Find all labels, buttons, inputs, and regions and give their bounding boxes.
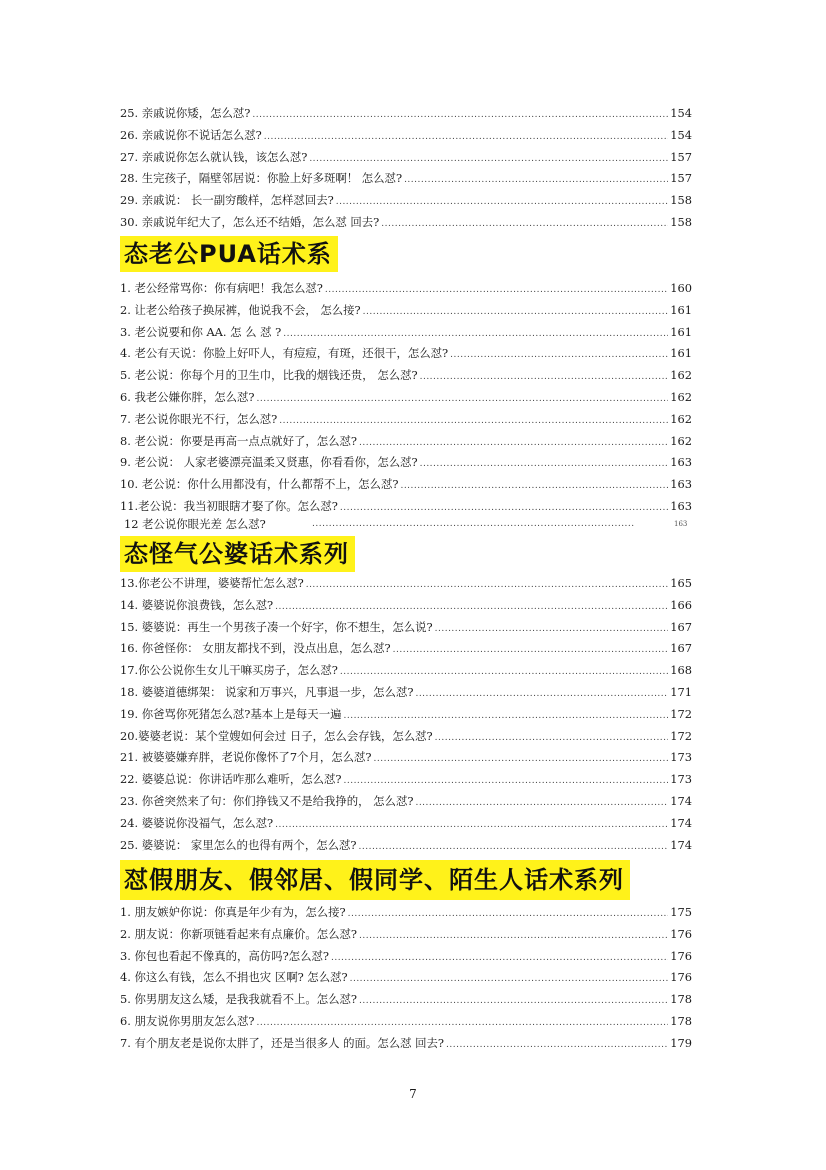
toc-entry[interactable]: [120, 452, 692, 474]
toc-leader-dots: [450, 345, 668, 367]
toc-leader-dots: [336, 192, 669, 214]
toc-entry-text: 4. 老公有天说：你脸上好吓人，有痘痘，有斑，还很干，怎么怼?: [120, 346, 449, 361]
toc-entry-page: 161: [670, 324, 692, 339]
toc-leader-dots: [404, 170, 668, 192]
toc-entry-page: 158: [670, 193, 692, 208]
toc-entry[interactable]: [120, 924, 692, 946]
toc-entry-page: 154: [670, 127, 692, 142]
toc-entry-text: 21. 被婆婆嫌弃胖，老说你像怀了7个月，怎么怼?: [120, 750, 372, 765]
toc-entry-page: 179: [670, 1035, 692, 1050]
toc-entry[interactable]: [120, 617, 692, 639]
toc-entry[interactable]: [120, 190, 692, 212]
toc-entry[interactable]: [120, 474, 692, 496]
toc-leader-dots: [446, 1035, 668, 1057]
toc-leader-dots: [359, 433, 668, 455]
toc-entry-page: 167: [670, 641, 692, 656]
toc-entry-text: 2. 朋友说：你新项链看起来有点廉价。怎么怼?: [120, 926, 358, 941]
toc-entry-page: 165: [670, 576, 692, 590]
toc-entry[interactable]: [120, 638, 692, 660]
toc-entry-page: 174: [670, 793, 692, 808]
toc-leader-dots: [343, 706, 668, 728]
toc-entry-text: 22. 婆婆总说：你讲话咋那么难听，怎么怼?: [120, 772, 342, 787]
toc-entry[interactable]: [120, 278, 692, 300]
toc-entry-text: 3. 你包也看起不像真的，高仿吗?怎么怼?: [120, 948, 329, 963]
toc-entry-page: 172: [670, 728, 692, 743]
toc-entry-text: 8. 老公说：你要是再高一点点就好了，怎么怼?: [120, 433, 358, 448]
toc-entry-page: 162: [670, 411, 692, 426]
toc-entry-text: 14. 婆婆说你浪费钱，怎么怼?: [120, 597, 274, 612]
toc-entry-text: 10. 老公说：你什么用都没有，什么都帮不上，怎么怼?: [120, 477, 399, 492]
toc-entry[interactable]: [120, 212, 692, 234]
toc-entry-text: 5. 你男朋友这么矮，是我我就看不上。怎么怼?: [120, 992, 358, 1007]
section-heading-in-laws: 态怪气公婆话术系列: [120, 536, 355, 572]
toc-entry-page: 168: [670, 663, 692, 678]
toc-entry-text: 25. 亲戚说你矮，怎么怼?: [120, 106, 251, 120]
toc-entry[interactable]: [120, 967, 692, 989]
toc-entry[interactable]: [120, 660, 692, 682]
toc-leader-dots: [348, 904, 669, 926]
toc-entry-text: 29. 亲戚说： 长一副穷酸样，怎样怼回去?: [120, 193, 334, 208]
toc-entry-page: 167: [670, 619, 692, 634]
toc-leader-dots: [306, 575, 669, 597]
toc-entry-text: 26. 亲戚说你不说话怎么怼?: [120, 127, 262, 142]
toc-leader-dots: [374, 749, 669, 771]
toc-entry-page: 162: [670, 368, 692, 383]
toc-entry-text: 12 老公说你眼光差 怎么怼?: [124, 517, 266, 531]
toc-entry[interactable]: [120, 791, 692, 813]
toc-entry[interactable]: [120, 835, 692, 857]
toc-entry[interactable]: [120, 902, 692, 924]
toc-entry-page: 160: [670, 281, 692, 295]
toc-entry-misaligned[interactable]: [124, 513, 688, 535]
toc-entry-text: 23. 你爸突然来了句：你们挣钱又不是给我挣的， 怎么怼?: [120, 793, 414, 808]
toc-leader-dots: [363, 302, 669, 324]
toc-entry-text: 20.婆婆老说：某个堂嫂如何会过 日子，怎么会存钱，怎么怼?: [120, 728, 433, 743]
toc-leader-dots: [343, 771, 668, 793]
toc-entry-page: 166: [670, 597, 692, 612]
toc-entry-text: 28. 生完孩子，隔壁邻居说：你脸上好多斑啊！ 怎么怼?: [120, 171, 403, 186]
toc-entry[interactable]: [120, 125, 692, 147]
toc-leader-dots: [359, 991, 668, 1013]
toc-entry-text: 19. 你爸骂你死猪怎么怼?基本上是每天一遍: [120, 706, 342, 721]
toc-leader-dots: [252, 105, 668, 127]
page-number: 7: [409, 1087, 417, 1101]
toc-entry[interactable]: [120, 431, 692, 453]
toc-entry-text: 5. 老公说：你每个月的卫生巾，比我的烟钱还贵， 怎么怼?: [120, 368, 418, 383]
toc-leader-dots: [312, 513, 634, 535]
toc-entry[interactable]: [120, 747, 692, 769]
toc-entry[interactable]: [120, 595, 692, 617]
toc-entry[interactable]: [120, 300, 692, 322]
section-heading-husband: 态老公PUA话术系: [120, 236, 338, 272]
toc-leader-dots: [350, 969, 669, 991]
toc-entry[interactable]: [120, 1011, 692, 1033]
toc-entry-page: 163: [670, 455, 692, 470]
toc-block-relatives: [120, 103, 692, 234]
toc-leader-dots: [309, 149, 668, 171]
toc-entry[interactable]: [120, 147, 692, 169]
toc-entry-text: 25. 婆婆说： 家里怎么的也得有两个，怎么怼?: [120, 837, 357, 852]
toc-entry-text: 27. 亲戚说你怎么就认钱，该怎么怼?: [120, 149, 308, 164]
toc-leader-dots: [340, 662, 668, 684]
toc-leader-dots: [257, 1013, 669, 1035]
toc-entry-page: 162: [670, 389, 692, 404]
toc-entry[interactable]: [120, 989, 692, 1011]
toc-entry[interactable]: [120, 573, 692, 595]
toc-leader-dots: [435, 728, 669, 750]
toc-entry-page: 178: [670, 992, 692, 1007]
toc-entry[interactable]: [120, 343, 692, 365]
toc-entry[interactable]: [120, 946, 692, 968]
toc-entry-page: 174: [670, 815, 692, 830]
toc-entry-text: 4. 你这么有钱，怎么不捐也灾 区啊? 怎么怼?: [120, 970, 348, 985]
toc-entry-text: 7. 有个朋友老是说你太胖了，还是当很多人 的面。怎么怼 回去?: [120, 1035, 444, 1050]
toc-entry-page: 176: [670, 926, 692, 941]
toc-entry[interactable]: [120, 1033, 692, 1055]
toc-entry-text: 1. 朋友嫉妒你说：你真是年少有为，怎么接?: [120, 905, 346, 919]
toc-entry-page: 176: [670, 948, 692, 963]
toc-entry-page: 175: [670, 905, 692, 919]
toc-entry-page: 178: [670, 1013, 692, 1028]
toc-block-in-laws: [120, 573, 692, 856]
toc-entry-page: 161: [670, 302, 692, 317]
toc-entry-text: 7. 老公说你眼光不行，怎么怼?: [120, 411, 278, 426]
toc-entry-text: 13.你老公不讲理，婆婆帮忙怎么怼?: [120, 576, 304, 590]
toc-leader-dots: [415, 793, 668, 815]
toc-leader-dots: [257, 389, 669, 411]
toc-block-husband: [120, 278, 692, 518]
toc-leader-dots: [264, 127, 669, 149]
toc-entry-text: 16. 你爸怪你： 女朋友都找不到，没点出息，怎么怼?: [120, 641, 391, 656]
toc-entry[interactable]: [120, 813, 692, 835]
toc-entry-page: 174: [670, 837, 692, 852]
toc-entry-text: 18. 婆婆道德绑架： 说家和万事兴，凡事退一步，怎么怼?: [120, 684, 414, 699]
toc-leader-dots: [415, 684, 668, 706]
toc-leader-dots: [381, 214, 668, 236]
toc-entry-page: 161: [670, 346, 692, 361]
toc-entry-text: 2. 让老公给孩子换尿裤，他说我不会， 怎么接?: [120, 302, 361, 317]
toc-entry[interactable]: [120, 103, 692, 125]
toc-entry-page: 154: [670, 106, 692, 120]
toc-entry-page: 157: [670, 171, 692, 186]
toc-entry-text: 24. 婆婆说你没福气，怎么怼?: [120, 815, 274, 830]
toc-entry-page: 171: [670, 684, 692, 699]
toc-leader-dots: [325, 280, 668, 302]
toc-entry-text: 6. 朋友说你男朋友怎么怼?: [120, 1013, 255, 1028]
toc-leader-dots: [331, 948, 668, 970]
toc-entry[interactable]: [120, 682, 692, 704]
toc-leader-dots: [420, 367, 669, 389]
toc-entry-page: 157: [670, 149, 692, 164]
toc-entry[interactable]: [120, 726, 692, 748]
toc-leader-dots: [275, 815, 668, 837]
toc-entry-text: 3. 老公说要和你 AA. 怎 么 怼 ?: [120, 324, 282, 339]
toc-entry[interactable]: [120, 365, 692, 387]
toc-entry-text: 15. 婆婆说：再生一个男孩子凑一个好字，你不想生，怎么说?: [120, 619, 433, 634]
toc-entry-page: 173: [670, 750, 692, 765]
toc-entry-page: 158: [670, 214, 692, 229]
toc-leader-dots: [400, 476, 668, 498]
toc-leader-dots: [435, 619, 669, 641]
toc-entry[interactable]: [120, 322, 692, 344]
toc-entry-text: 11.老公说：我当初眼瞎才娶了你。怎么怼?: [120, 498, 338, 513]
section-heading-fake-friends: 怼假朋友、假邻居、假同学、陌生人话术系列: [120, 860, 630, 900]
toc-leader-dots: [275, 597, 668, 619]
toc-entry[interactable]: [120, 769, 692, 791]
toc-entry-text: 17.你公公说你生女儿干嘛买房子，怎么怼?: [120, 663, 338, 678]
toc-entry-page: 176: [670, 970, 692, 985]
toc-entry[interactable]: [120, 168, 692, 190]
toc-leader-dots: [393, 640, 669, 662]
toc-entry-text: 30. 亲戚说年纪大了，怎么还不结婚，怎么怼 回去?: [120, 214, 380, 229]
toc-leader-dots: [283, 324, 668, 346]
toc-leader-dots: [359, 926, 668, 948]
toc-block-fake-friends: [120, 902, 692, 1055]
toc-entry[interactable]: [120, 409, 692, 431]
toc-entry-page: 172: [670, 706, 692, 721]
toc-entry-page: 163: [670, 498, 692, 513]
toc-entry-page: 163: [674, 520, 688, 528]
toc-entry-text: 1. 老公经常骂你：你有病吧！我怎么怼?: [120, 281, 323, 295]
toc-entry-text: 6. 我老公嫌你胖，怎么怼?: [120, 389, 255, 404]
toc-entry-page: 173: [670, 772, 692, 787]
toc-entry-page: 163: [670, 477, 692, 492]
toc-entry[interactable]: [120, 704, 692, 726]
toc-entry[interactable]: [120, 387, 692, 409]
toc-leader-dots: [359, 837, 669, 859]
toc-leader-dots: [420, 454, 669, 476]
toc-entry-text: 9. 老公说： 人家老婆漂亮温柔又贤惠，你看看你，怎么怼?: [120, 455, 418, 470]
toc-leader-dots: [279, 411, 668, 433]
toc-entry-page: 162: [670, 433, 692, 448]
